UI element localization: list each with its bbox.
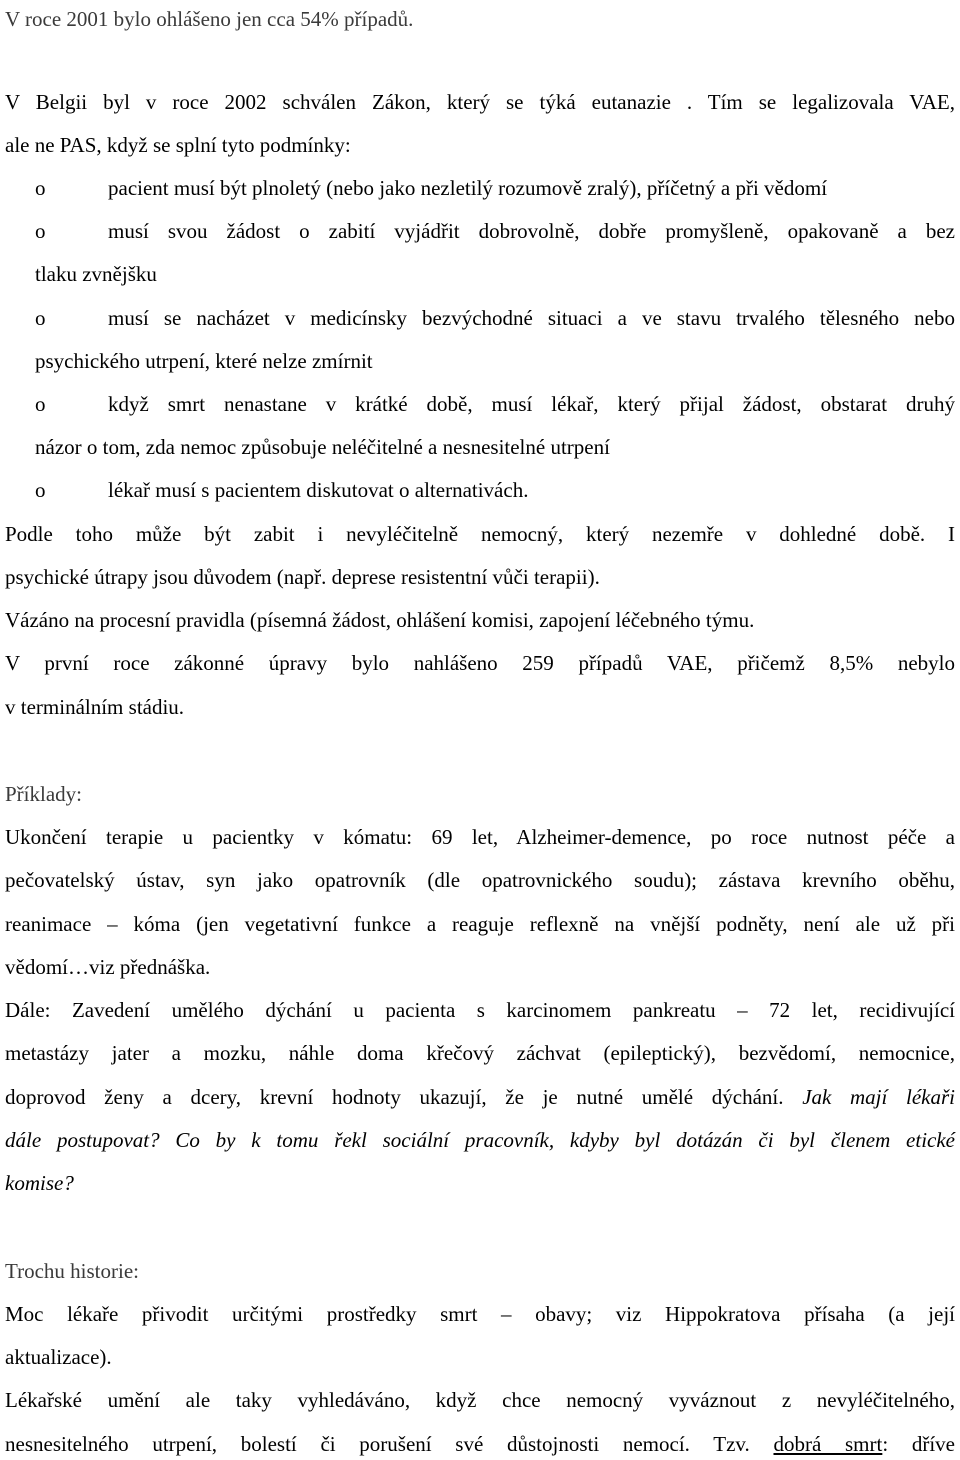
example-question: dále postupovat? Co by k tomu řekl sociální pracovník, kdyby byl dotázán či byl členem etické [5, 1128, 955, 1152]
condition-text: musí se nacházet v medicínsky bezvýchodné situaci a ve stavu trvalého tělesného nebo [108, 306, 955, 330]
bullet-marker: o [35, 478, 46, 502]
example-line: metastázy jater a mozku, náhle doma křečový záchvat (epileptický), bezvědomí, nemocnice, [5, 1041, 955, 1065]
example-text: doprovod ženy a dcery, krevní hodnoty ukazují, že je nutné umělé dýchání. [5, 1085, 784, 1109]
example-line: vědomí…viz přednáška. [5, 955, 211, 979]
belgium-intro-line: ale ne PAS, když se splní tyto podmínky: [5, 133, 351, 157]
example-question: komise? [5, 1171, 74, 1195]
example-line: Ukončení terapie u pacientky v kómatu: 69 let, Alzheimer-demence, po roce nutnost péče a [5, 825, 955, 849]
condition-text: musí svou žádost o zabití vyjádřit dobrovolně, dobře promyšleně, opakovaně a bez [108, 219, 955, 243]
example-question-line [5, 1170, 955, 1196]
paragraph-line: v terminálním stádiu. [5, 695, 185, 719]
bullet-marker: o [35, 176, 46, 200]
condition-item [35, 175, 955, 201]
example-question: Jak mají lékaři [802, 1085, 956, 1109]
condition-continuation: názor o tom, zda nemoc způsobuje neléčitelné a nesnesitelné utrpení [35, 435, 610, 459]
condition-item [35, 477, 955, 503]
condition-item [35, 391, 955, 417]
paragraph-line: psychické útrapy jsou důvodem (např. deprese resistentní vůči terapii). [5, 565, 600, 589]
history-line [5, 1431, 955, 1457]
text-line: V roce 2001 bylo ohlášeno jen cca 54% případů. [5, 7, 414, 31]
history-text: nesnesitelného utrpení, bolestí či porušení své důstojnosti nemocí. Tzv. [5, 1432, 750, 1456]
condition-text: lékař musí s pacientem diskutovat o alternativách. [108, 478, 529, 502]
bullet-marker: o [35, 392, 46, 416]
example-line [5, 1084, 955, 1110]
paragraph-line: V první roce zákonné úpravy bylo nahlášeno 259 případů VAE, přičemž 8,5% nebylo [5, 651, 955, 675]
paragraph-line: Podle toho může být zabit i nevyléčitelně nemocný, který nezemře v dohledné době. I [5, 522, 955, 546]
history-line: Lékařské umění ale taky vyhledáváno, když chce nemocný vyváznout z nevyléčitelného, [5, 1388, 955, 1412]
examples-heading: Příklady: [5, 782, 82, 806]
condition-item [35, 218, 955, 244]
condition-continuation: psychického utrpení, které nelze zmírnit [35, 349, 373, 373]
example-line: reanimace – kóma (jen vegetativní funkce a reaguje reflexně na vnější podněty, není ale už při [5, 912, 955, 936]
example-line: Dále: Zavedení umělého dýchání u pacienta s karcinomem pankreatu – 72 let, recidivující [5, 998, 955, 1022]
condition-text: pacient musí být plnoletý (nebo jako nezletilý rozumově zralý), příčetný a při vědomí [108, 176, 828, 200]
underlined-term: dobrá smrt [773, 1432, 883, 1456]
condition-item [35, 305, 955, 331]
example-line: pečovatelský ústav, syn jako opatrovník (dle opatrovnického soudu); zástava krevního oběhu, [5, 868, 955, 892]
history-text: : dříve [882, 1432, 956, 1456]
history-line: Moc lékaře přivodit určitými prostředky smrt – obavy; viz Hippokratova přísaha (a její [5, 1302, 955, 1326]
condition-text: když smrt nenastane v krátké době, musí lékař, který přijal žádost, obstarat druhý [108, 392, 955, 416]
example-question-line [5, 1127, 955, 1153]
paragraph-line: Vázáno na procesní pravidla (písemná žádost, ohlášení komisi, zapojení léčebného týmu. [5, 608, 755, 632]
history-line: aktualizace). [5, 1345, 112, 1369]
condition-continuation: tlaku zvnějšku [35, 262, 157, 286]
bullet-marker: o [35, 219, 46, 243]
bullet-marker: o [35, 306, 46, 330]
history-heading: Trochu historie: [5, 1259, 139, 1283]
belgium-intro-line: V Belgii byl v roce 2002 schválen Zákon, který se týká eutanazie . Tím se legalizovala VAE, [5, 90, 955, 114]
